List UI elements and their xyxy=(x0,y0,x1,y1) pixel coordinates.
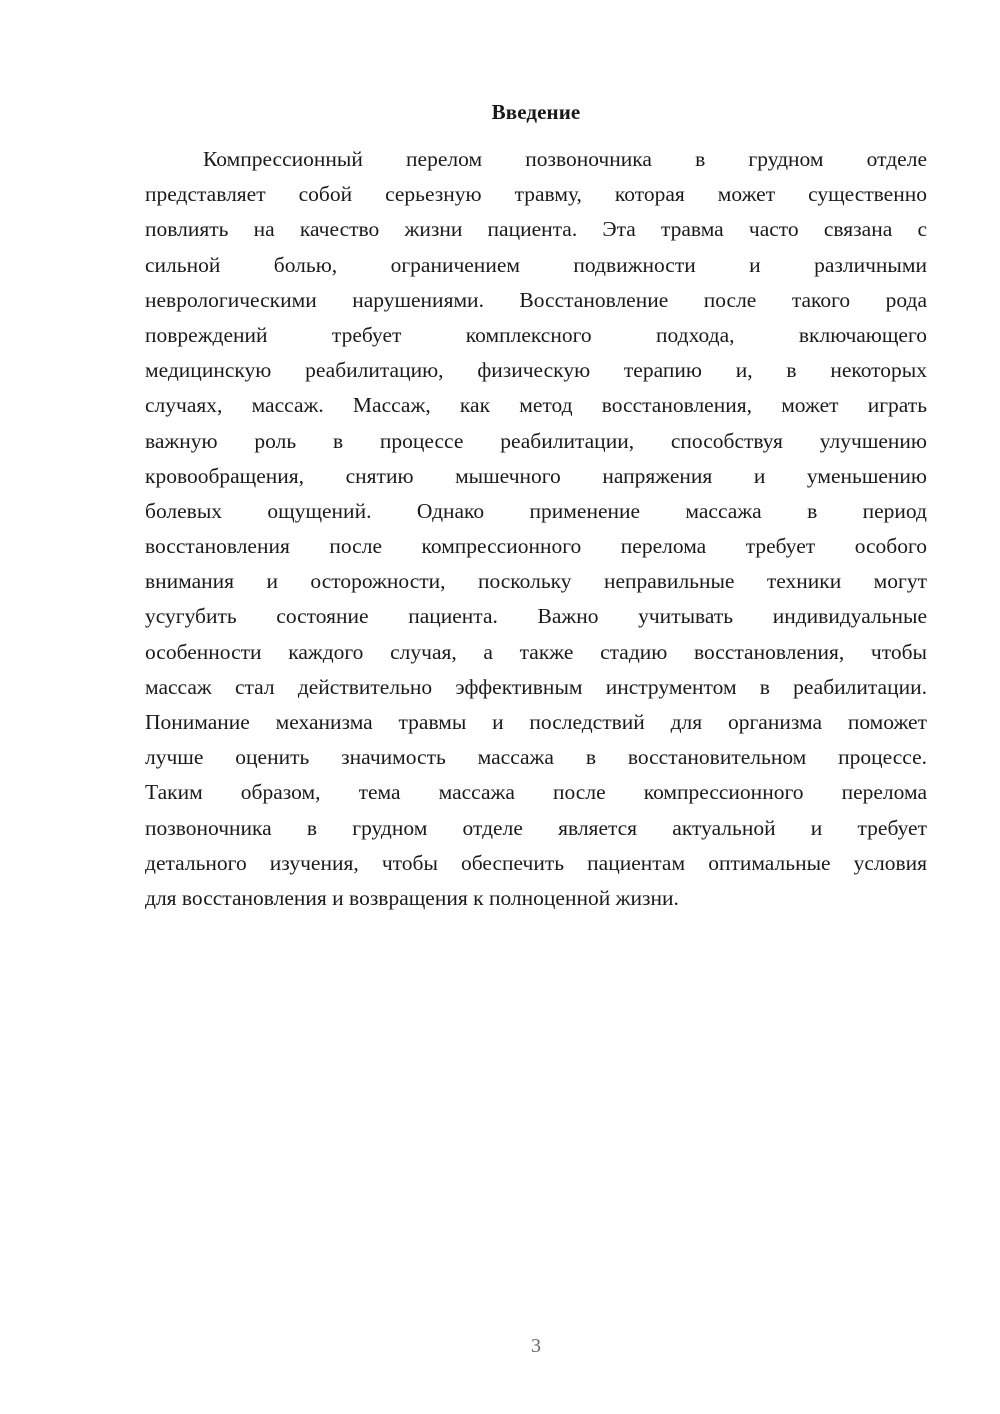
paragraph-line: повлиять на качество жизни пациента. Эта травма часто связана с xyxy=(145,217,927,242)
paragraph-line: особенности каждого случая, а также стадию восстановления, чтобы xyxy=(145,639,927,664)
paragraph-line: кровообращения, снятию мышечного напряжения и уменьшению xyxy=(145,463,927,488)
paragraph-line: неврологическими нарушениями. Восстановление после такого рода xyxy=(145,287,927,312)
paragraph-line: массаж стал действительно эффективным инструментом в реабилитации. xyxy=(145,674,927,699)
section-heading: Введение xyxy=(491,100,581,124)
paragraph-line: Понимание механизма травмы и последствий для организма поможет xyxy=(145,710,927,734)
paragraph-line: Таким образом, тема массажа после компрессионного перелома xyxy=(145,780,927,805)
paragraph-line: повреждений требует комплексного подхода, включающего xyxy=(145,322,927,347)
paragraph-line: позвоночника в грудном отделе является актуальной и требует xyxy=(145,815,927,840)
paragraph-line: Компрессионный перелом позвоночника в грудном отделе xyxy=(203,147,927,171)
paragraph-line: для восстановления и возвращения к полноценной жизни. xyxy=(145,885,679,910)
paragraph-line: случаях, массаж. Массаж, как метод восстановления, может играть xyxy=(145,393,927,418)
paragraph-line: усугубить состояние пациента. Важно учитывать индивидуальные xyxy=(145,604,927,629)
paragraph-line: представляет собой серьезную травму, которая может существенно xyxy=(145,182,927,207)
page-number: 3 xyxy=(531,1335,541,1357)
paragraph-line: сильной болью, ограничением подвижности и различными xyxy=(145,252,927,277)
paragraph-line: восстановления после компрессионного перелома требует особого xyxy=(145,534,927,559)
paragraph-line: важную роль в процессе реабилитации, способствуя улучшению xyxy=(145,428,927,453)
paragraph-line: медицинскую реабилитацию, физическую терапию и, в некоторых xyxy=(145,358,927,383)
paragraph-line: внимания и осторожности, поскольку неправильные техники могут xyxy=(145,569,927,594)
paragraph-line: болевых ощущений. Однако применение массажа в период xyxy=(145,498,927,523)
introduction-paragraph xyxy=(145,142,927,916)
paragraph-line: детального изучения, чтобы обеспечить пациентам оптимальные условия xyxy=(145,850,927,875)
paragraph-line: лучше оценить значимость массажа в восстановительном процессе. xyxy=(145,745,927,770)
